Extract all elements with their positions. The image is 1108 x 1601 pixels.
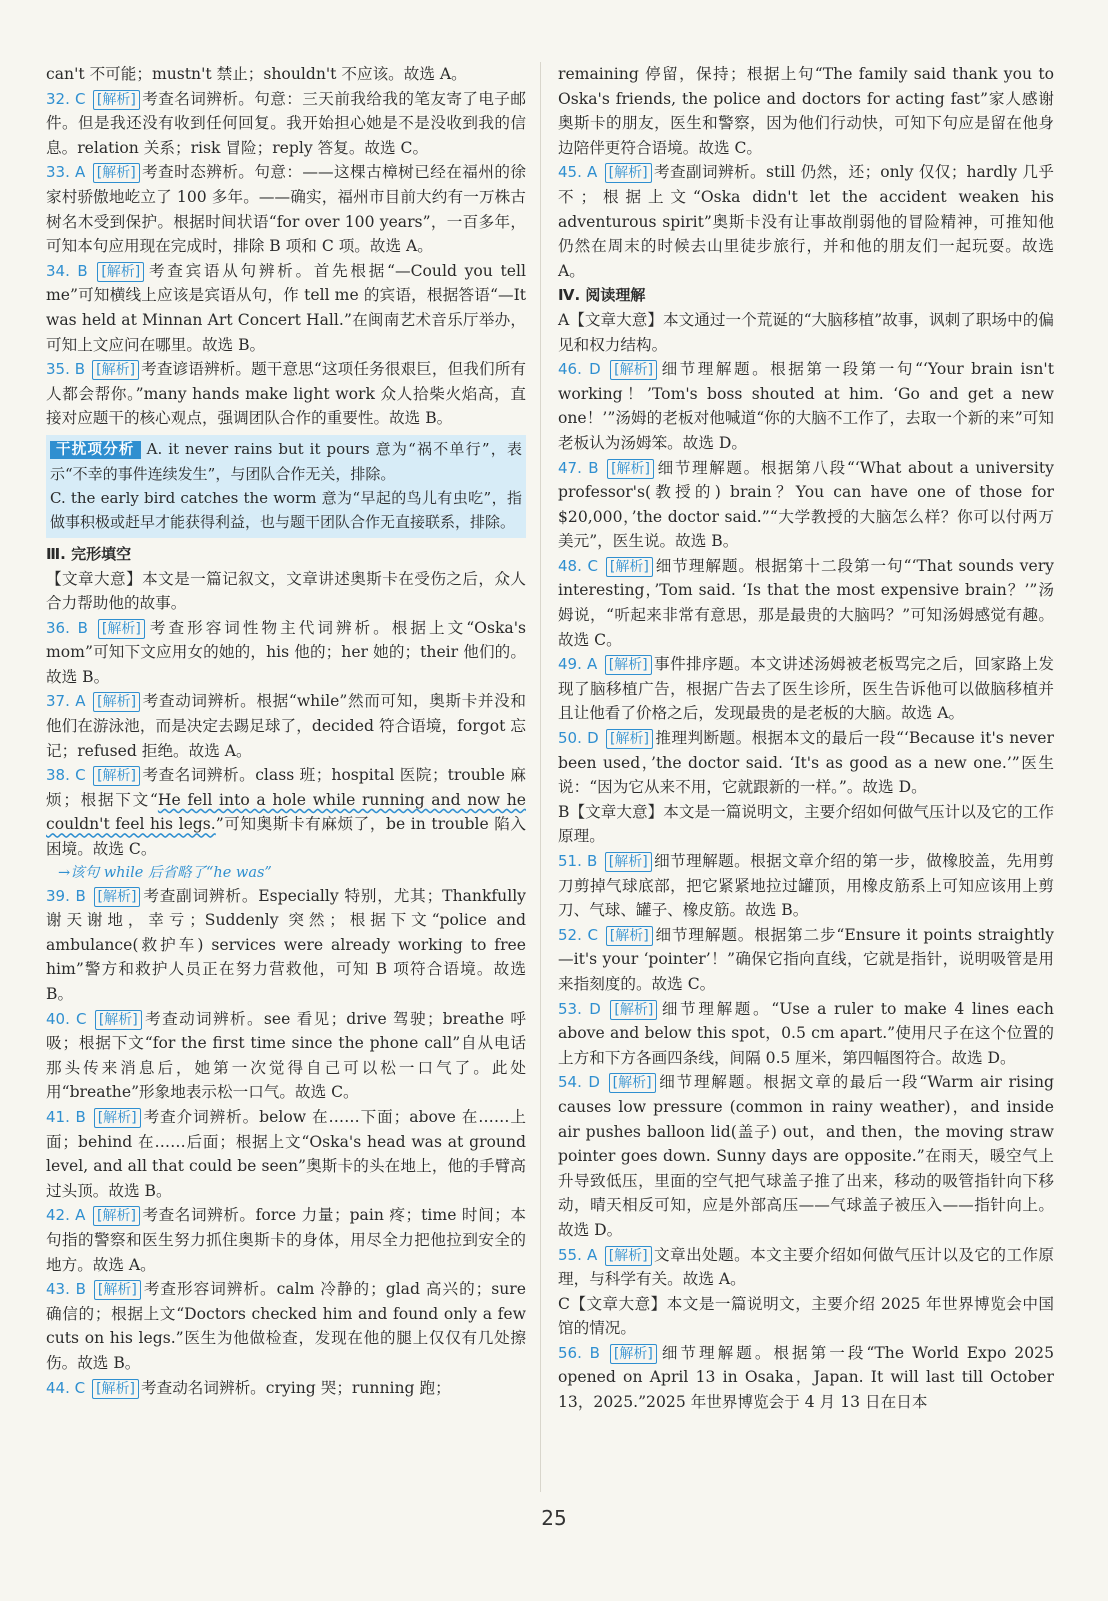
answer-56 <box>558 1341 1054 1415</box>
column-divider <box>540 62 541 1492</box>
answer-32 <box>46 87 526 161</box>
distractor-text-a: A. it never rains but it pours 意为“祸不单行”，表示“不幸的事件连续发生”，与团队合作无关，排除。 <box>50 439 523 483</box>
answer-51 <box>558 849 1054 923</box>
answer-text: 考查形容词辨析。calm 冷静的；glad 高兴的；sure 确信的；根据上文“Doctors checked him and found only a few cuts on his legs.”医生为他做检查，发现在他的腿上仅仅有几处擦伤。故选 B。 <box>46 1280 526 1372</box>
answer-54 <box>558 1070 1054 1242</box>
answer-39 <box>46 884 526 1007</box>
answer-number: 38. C <box>46 766 86 785</box>
article-summary-b: B【文章大意】本文是一篇说明文，主要介绍如何做气压计以及它的工作原理。 <box>558 802 1054 846</box>
answer-48 <box>558 554 1054 652</box>
answer-number: 53. D <box>558 999 601 1018</box>
distractor-analysis-box <box>46 435 526 538</box>
answer-text: 考查动词辨析。根据“while”然而可知，奥斯卡并没和他们在游泳池，而是决定去踢足球了，decided 符合语境，forgot 忘记；refused 拒绝。故选 A。 <box>46 692 526 760</box>
answer-number: 36. B <box>46 618 88 637</box>
answer-number: 54. D <box>558 1073 600 1092</box>
distractor-text-c: C. the early bird catches the worm 意为“早起的鸟儿有虫吃”，指做事积极或赶早才能获得利益，也与题干团队合作无直接联系，排除。 <box>50 488 522 531</box>
answer-41 <box>46 1105 526 1203</box>
analysis-tag: [解析] <box>605 163 652 183</box>
answer-number: 47. B <box>558 458 599 477</box>
analysis-tag: [解析] <box>93 692 140 712</box>
analysis-tag: [解析] <box>605 852 652 872</box>
answer-text: ”可知奥斯卡有麻烦了，be in trouble 陷入困境。故选 C。 <box>46 815 526 859</box>
answer-number: 37. A <box>46 692 86 711</box>
answer-number: 39. B <box>46 886 86 905</box>
analysis-tag: [解析] <box>610 1344 657 1364</box>
answer-text: 细节理解题。根据第一段第一句“‘Your brain isn't working！’Tom's boss shouted at him. ‘Go and get a new one！’”汤姆的老板对他喊道“你的大脑不工作了，去取一个新的来”可知老板认为汤姆笨。故选 D。 <box>558 360 1054 452</box>
answer-number: 52. C <box>558 925 598 944</box>
answer-number: 49. A <box>558 655 598 674</box>
answer-40 <box>46 1007 526 1105</box>
analysis-tag: [解析] <box>93 766 140 786</box>
answer-text: 细节理解题。“Use a ruler to make 4 lines each above and below this spot，0.5 cm apart.”使用尺子在这个位置的上方和下方各画四条线，间隔 0.5 厘米，第四幅图符合。故选 D。 <box>558 999 1054 1067</box>
analysis-tag: [解析] <box>94 887 141 907</box>
answer-number: 56. B <box>558 1343 600 1362</box>
answer-text: 考查宾语从句辨析。首先根据“—Could you tell me”可知横线上应该是宾语从句，作 tell me 的宾语，根据答语“—It was held at Minnan Art Concert Hall.”在闽南艺术音乐厅举办，可知上文应问在哪里。故选 B。 <box>46 261 526 354</box>
analysis-tag: [解析] <box>95 1010 142 1030</box>
answer-number: 48. C <box>558 556 599 575</box>
answer-33 <box>46 160 526 258</box>
answer-number: 43. B <box>46 1280 86 1299</box>
analysis-tag: [解析] <box>605 1246 652 1266</box>
underlined-quote: He fell into a hole while running and now he couldn't feel his legs. <box>46 790 526 834</box>
answer-text: 考查名词辨析。句意：三天前我给我的笔友寄了电子邮件。但是我还没有收到任何回复。我开始担心她是不是没收到我的信息。relation 关系；risk 冒险；reply 答复。故选 C。 <box>46 89 526 157</box>
carryover-text: remaining 停留，保持；根据上句“The family said thank you to Oska's friends, the police and doctors for acting fast”家人感谢奥斯卡的朋友，医生和警察，因为他们行动快，可知下句应是留在他身边陪伴更符合语境。故选 C。 <box>558 65 1054 157</box>
answer-number: 50. D <box>558 729 599 748</box>
analysis-tag: [解析] <box>607 459 654 479</box>
analysis-tag: [解析] <box>609 1073 656 1093</box>
answer-number: 40. C <box>46 1009 87 1028</box>
analysis-tag: [解析] <box>605 655 652 675</box>
answer-52 <box>558 923 1054 997</box>
answer-text: 考查形容词性物主代词辨析。根据上文“Oska's mom”可知下文应用女的她的，his 他的；her 她的；their 他们的。故选 B。 <box>46 618 527 686</box>
section-heading-cloze: Ⅲ. 完形填空 <box>46 544 132 563</box>
answer-text: 考查介词辨析。below 在……下面；above 在……上面；behind 在……后面；根据上文“Oska's head was at ground level, and all that could be seen”奥斯卡的头在地上，他的手臂高过头顶。故选 B。 <box>46 1107 526 1200</box>
answer-number: 41. B <box>46 1107 86 1126</box>
answer-text: 考查名词辨析。class 班；hospital 医院；trouble 麻烦；根据下文“ <box>46 766 526 809</box>
answer-44 <box>46 1376 526 1401</box>
analysis-tag: [解析] <box>606 729 653 749</box>
answer-number: 34. B <box>46 261 88 280</box>
answer-47 <box>558 456 1054 554</box>
answer-text: 细节理解题。根据文章的最后一段“Warm air rising causes low pressure (common in rainy weather)，and inside air pushes balloon lid(盖子) out，and then，the moving straw pointer goes down. Sunny days are opposite.”在雨天，暖空气上升导致低压，里面的空气把气球盖子推了出来，移动的吸管指针向下移动，晴天相反可知，应是外部高压——气球盖子被压入——指针向上。故选 D。 <box>558 1073 1054 1239</box>
answer-number: 44. C <box>46 1378 86 1397</box>
answer-text: 细节理解题。根据第一段“The World Expo 2025 opened on April 13 in Osaka，Japan. It will last till October 13，2025.”2025 年世界博览会于 4 月 13 日在日本 <box>558 1343 1054 1412</box>
answer-text: 细节理解题。根据第二步“Ensure it points straightly—it's your ‘pointer’！”确保它指向直线，它就是指针，说明吸管是用来指刻度的。故选 C。 <box>558 925 1054 993</box>
answer-text: 细节理解题。根据文章介绍的第一步，做橡胶盖，先用剪刀剪掉气球底部，把它紧紧地拉过罐顶，用橡皮筋系上可知应该用上剪刀、气球、罐子、橡皮筋。故选 B。 <box>558 852 1054 920</box>
answer-43 <box>46 1277 526 1375</box>
answer-text: 考查时态辨析。句意：——这棵古樟树已经在福州的徐家村骄傲地屹立了 100 多年。——确实，福州市目前大约有一万株古树名木受到保护。根据时间状语“for over 100 years”，一百多年，可知本句应用现在完成时，排除 B 项和 C 项。故选 A。 <box>46 163 526 256</box>
answer-text: 推理判断题。根据本文的最后一段“‘Because it's never been used，’the doctor said. ‘It's as good as a new one.’”医生说：“因为它从来不用，它就跟新的一样。”。故选 D。 <box>558 729 1054 797</box>
analysis-tag: [解析] <box>610 360 657 380</box>
answer-number: 35. B <box>46 360 86 379</box>
answer-number: 33. A <box>46 163 86 182</box>
answer-49 <box>558 652 1054 726</box>
analysis-tag: [解析] <box>92 360 139 380</box>
answer-53 <box>558 997 1054 1071</box>
carryover-text: can't 不可能；mustn't 禁止；shouldn't 不应该。故选 A。 <box>46 65 467 83</box>
analysis-tag: [解析] <box>606 557 653 577</box>
analysis-tag: [解析] <box>94 1108 141 1128</box>
answer-text: 考查名词辨析。force 力量；pain 疼；time 时间；本句指的警察和医生努力抓住奥斯卡的身体，用尽全力把他拉到安全的地方。故选 A。 <box>46 1206 526 1274</box>
answer-36 <box>46 616 526 690</box>
analysis-tag: [解析] <box>97 262 144 282</box>
page-number: 25 <box>541 1506 567 1530</box>
article-summary-a: A【文章大意】本文通过一个荒诞的“大脑移植”故事，讽刺了职场中的偏见和权力结构。 <box>558 310 1054 354</box>
handwritten-note: →该句 while 后省略了“he was” <box>58 864 272 881</box>
answer-text: 考查谚语辨析。题干意思“这项任务很艰巨，但我们所有人都会帮你。”many hands make light work 众人拾柴火焰高，直接对应题干的核心观点，强调团队合作的重要性。故选 B。 <box>46 360 526 428</box>
answer-46 <box>558 357 1054 455</box>
distractor-label: 干扰项分析 <box>50 441 141 459</box>
answer-number: 45. A <box>558 163 598 182</box>
answer-text: 细节理解题。根据第十二段第一句“‘That sounds very interesting，’Tom said. ‘Is that the most expensive brain？’”汤姆说，“听起来非常有意思，那是最贵的大脑吗？”可知汤姆感觉有趣。故选 C。 <box>558 556 1054 649</box>
analysis-tag: [解析] <box>606 926 653 946</box>
answer-35 <box>46 357 526 431</box>
answer-number: 32. C <box>46 89 86 108</box>
right-column <box>558 62 1054 1415</box>
analysis-tag: [解析] <box>94 1280 141 1300</box>
section-heading-reading: Ⅳ. 阅读理解 <box>558 286 646 305</box>
answer-text: 事件排序题。本文讲述汤姆被老板骂完之后，回家路上发现了脑移植广告，根据广告去了医生诊所，医生告诉他可以做脑移植并且让他看了价格之后，发现最贵的是老板的大脑。故选 A。 <box>558 655 1054 723</box>
answer-text: 考查动词辨析。see 看见；drive 驾驶；breathe 呼吸；根据下文“for the first time since the phone call”自从电话那头传来消息后，她第一次觉得自己可以松一口气了。此处用“breathe”形象地表示松一口气。故选 C。 <box>46 1009 526 1102</box>
answer-text: 考查副词辨析。Especially 特别，尤其；Thankfully 谢天谢地，幸亏；Suddenly 突然；根据下文“police and ambulance(救护车) services were already working to free him”警方和救护人员正在努力营救他，可知 B 项符合语境。故选 B。 <box>46 886 526 1003</box>
answer-45 <box>558 160 1054 283</box>
article-summary: 【文章大意】本文是一篇记叙文，文章讲述奥斯卡在受伤之后，众人合力帮助他的故事。 <box>46 569 526 613</box>
article-summary-c: C【文章大意】本文是一篇说明文，主要介绍 2025 年世界博览会中国馆的情况。 <box>558 1294 1054 1338</box>
analysis-tag: [解析] <box>610 1000 657 1020</box>
analysis-tag: [解析] <box>93 163 140 183</box>
answer-text: 考查动名词辨析。crying 哭；running 跑； <box>141 1378 451 1397</box>
answer-number: 42. A <box>46 1206 86 1225</box>
answer-text: 文章出处题。本文主要介绍如何做气压计以及它的工作原理，与科学有关。故选 A。 <box>558 1245 1054 1289</box>
analysis-tag: [解析] <box>98 619 145 639</box>
analysis-tag: [解析] <box>93 90 140 110</box>
answer-number: 46. D <box>558 360 601 379</box>
answer-text: 考查副词辨析。still 仍然，还；only 仅仅；hardly 几乎不；根据上文“Oska didn't let the accident weaken his adventurous spirit”奥斯卡没有让事故削弱他的冒险精神，可推知他仍然在周末的时候去山里徒步旅行，并和他的朋友们一起玩耍。故选 A。 <box>558 163 1054 280</box>
answer-55 <box>558 1243 1054 1292</box>
answer-38 <box>46 763 526 861</box>
answer-50 <box>558 726 1054 800</box>
answer-34 <box>46 259 526 357</box>
answer-number: 51. B <box>558 852 598 870</box>
analysis-tag: [解析] <box>92 1379 139 1399</box>
answer-42 <box>46 1203 526 1277</box>
analysis-tag: [解析] <box>93 1206 140 1226</box>
left-column <box>46 62 526 1400</box>
answer-text: 细节理解题。根据第八段“‘What about a university professor's(教授的) brain？You can have one of those for $20,000，’the doctor said.”“大学教授的大脑怎么样？你可以付两万美元”，医生说。故选 B。 <box>558 458 1054 551</box>
answer-37 <box>46 689 526 763</box>
answer-number: 55. A <box>558 1245 598 1264</box>
